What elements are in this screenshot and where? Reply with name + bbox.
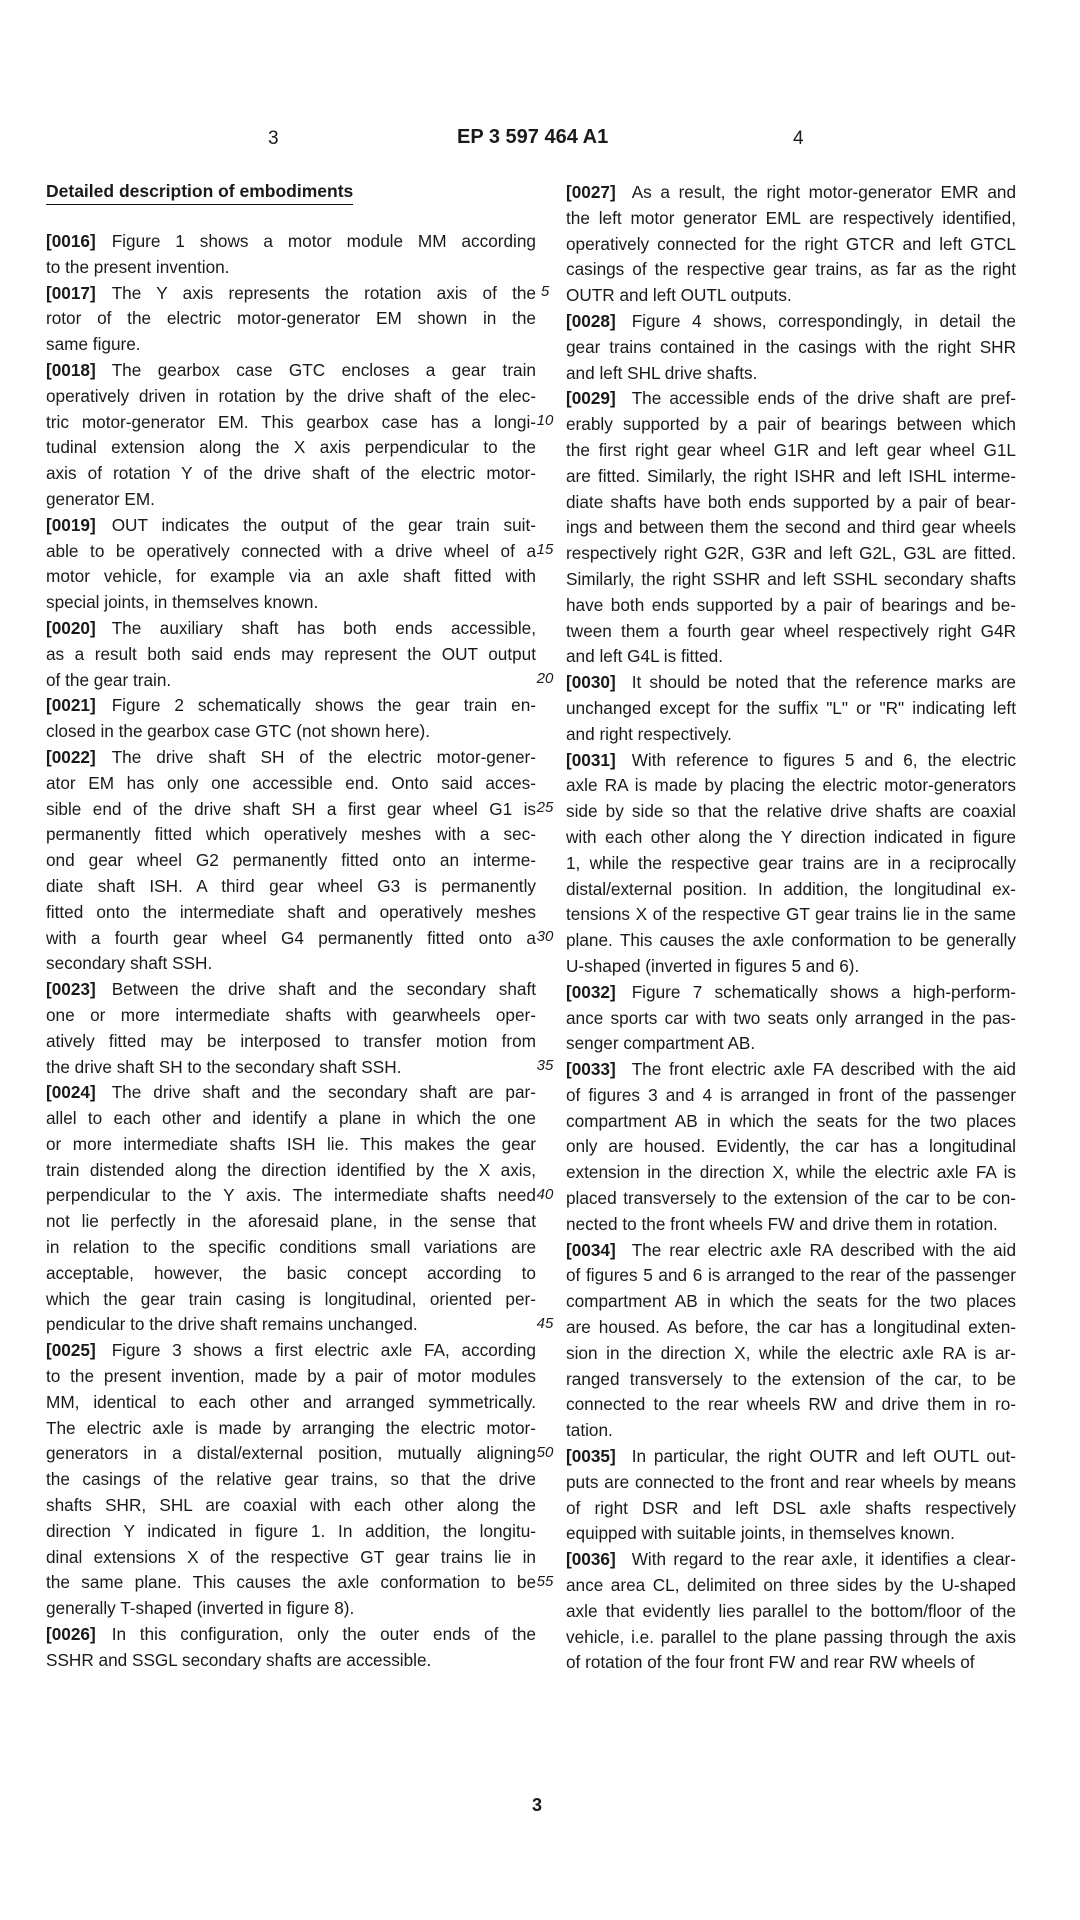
line-text: direction Y indicated in figure 1. In addition, the longitu- (46, 1520, 536, 1541)
line-text: Between the drive shaft and the secondary shaft (111, 979, 536, 1000)
line-text: Figure 7 schematically shows a high-perform- (631, 981, 1016, 1002)
line-text: With reference to figures 5 and 6, the electric (631, 749, 1016, 770)
paragraph-line (46, 1519, 536, 1545)
paragraph-number: [0019] (46, 514, 96, 535)
line-text: The gearbox case GTC encloses a gear train (111, 359, 536, 380)
paragraph-line (566, 1418, 1016, 1444)
paragraph-line (566, 773, 1016, 799)
line-text: or more intermediate shafts ISH lie. This makes the gear (46, 1133, 536, 1154)
line-text: the same plane. This causes the axle conformation to be (46, 1572, 536, 1593)
paragraph (46, 1338, 536, 1622)
line-text: The drive shaft SH of the electric motor-gener- (111, 746, 536, 767)
line-text: axis of rotation Y of the drive shaft of the electric motor- (46, 463, 536, 484)
paragraph-line (46, 1132, 536, 1158)
line-text: perpendicular to the Y axis. The intermediate shafts need (46, 1185, 536, 1206)
paragraph-line (566, 1496, 1016, 1522)
line-text: ance area CL, delimited on three sides by the U-shaped (566, 1575, 1016, 1596)
paragraph-line (46, 926, 536, 952)
paragraph-line (566, 980, 1016, 1006)
paragraph-number: [0027] (566, 182, 616, 202)
paragraph (566, 980, 1016, 1057)
paragraph (566, 309, 1016, 386)
paragraph-line (46, 1441, 536, 1467)
line-number: 35 (536, 1057, 554, 1075)
paragraph (46, 745, 536, 977)
line-text: motor vehicle, for example via an axle shaft fitted with (46, 566, 536, 587)
line-text: the first right gear wheel G1R and left gear wheel G1L (566, 439, 1016, 460)
paragraph-line (46, 1570, 536, 1596)
paragraph-line (46, 1080, 536, 1106)
line-text: which the gear train casing is longitudinal, oriented per- (46, 1288, 536, 1309)
line-text: and left G4L is fitted. (566, 646, 724, 667)
paragraph-line (566, 541, 1016, 567)
line-number: 10 (536, 412, 554, 430)
paragraph-line (566, 1057, 1016, 1083)
line-text: The electric axle is made by arranging the electric motor- (46, 1417, 536, 1438)
paragraph-number: [0018] (46, 359, 96, 380)
line-text: unchanged except for the suffix "L" or "R" indicating left (566, 697, 1016, 718)
line-text: of figures 3 and 4 is arranged in front of the passenger (566, 1084, 1016, 1105)
paragraph-line (566, 1444, 1016, 1470)
paragraph (46, 513, 536, 616)
paragraph-line (566, 1599, 1016, 1625)
page-number-right: 4 (793, 128, 804, 149)
line-text: erably supported by a pair of bearings between which (566, 414, 1016, 435)
paragraph-line (46, 384, 536, 410)
line-text: generally T-shaped (inverted in figure 8). (46, 1598, 355, 1619)
line-text: as a result both said ends may represent the OUT output (46, 643, 536, 664)
paragraph-line (566, 1650, 1016, 1676)
paragraph-line (566, 696, 1016, 722)
paragraph-number: [0033] (566, 1059, 616, 1080)
paragraph-number: [0030] (566, 672, 616, 693)
line-text: As a result, the right motor-generator EMR and (631, 182, 1016, 202)
line-text: Figure 4 shows, correspondingly, in detail the (631, 310, 1016, 331)
paragraph-line (46, 616, 536, 642)
line-text: tric motor-generator EM. This gearbox case has a longi- (46, 411, 536, 432)
paragraph-line (566, 1289, 1016, 1315)
paragraph-line (46, 797, 536, 823)
paragraph-line (46, 719, 536, 745)
paragraph-line (46, 1545, 536, 1571)
paragraph-line (566, 232, 1016, 258)
paragraph-line (46, 1029, 536, 1055)
line-text: U-shaped (inverted in figures 5 and 6). (566, 955, 860, 976)
line-text: ator EM has only one accessible end. Onto said acces- (46, 772, 536, 793)
paragraph-line (566, 515, 1016, 541)
line-text: closed in the gearbox case GTC (not shown here). (46, 721, 431, 742)
paragraph-line (566, 1031, 1016, 1057)
line-text: tation. (566, 1420, 613, 1441)
paragraph-line (46, 900, 536, 926)
paragraph-number: [0026] (46, 1624, 96, 1645)
paragraph-line (566, 1006, 1016, 1032)
paragraph (46, 693, 536, 745)
paragraph-number: [0034] (566, 1239, 616, 1260)
line-text: train distended along the direction identified by the X axis, (46, 1159, 536, 1180)
line-text: sible end of the drive shaft SH a first gear wheel G1 is (46, 798, 536, 819)
paragraph (566, 748, 1016, 980)
paragraph-line (566, 644, 1016, 670)
paragraph-number: [0020] (46, 617, 96, 638)
paragraph (46, 977, 536, 1080)
line-text: respectively right G2R, G3R and left G2L, G3L are fitted. (566, 543, 1016, 564)
paragraph-line (46, 1338, 536, 1364)
paragraph-line (566, 1392, 1016, 1418)
line-text: 1, while the respective gear trains are in a reciprocally (566, 852, 1016, 873)
line-number: 45 (536, 1315, 554, 1333)
line-text: side by side so that the relative drive shafts are coaxial (566, 801, 1016, 822)
line-text: the casings of the relative gear trains, so that the drive (46, 1469, 536, 1490)
line-text: gear trains contained in the casings with the right SHR (566, 336, 1016, 357)
line-text: ings and between them the second and third gear wheels (566, 517, 1016, 538)
line-text: fitted onto the intermediate shaft and operatively meshes (46, 901, 536, 922)
line-text: MM, identical to each other and arranged symmetrically. (46, 1391, 536, 1412)
line-text: vehicle, i.e. parallel to the plane passing through the axis (566, 1626, 1016, 1647)
paragraph-line (46, 461, 536, 487)
line-text: in relation to the specific conditions small variations are (46, 1237, 536, 1258)
line-text: In this configuration, only the outer ends of the (111, 1624, 536, 1645)
line-text: and left SHL drive shafts. (566, 362, 758, 383)
line-text: axle RA is made by placing the electric motor-generators (566, 775, 1016, 796)
paragraph-line (46, 693, 536, 719)
line-text: ond gear wheel G2 permanently fitted onto an interme- (46, 850, 536, 871)
line-text: secondary shaft SSH. (46, 953, 213, 974)
paragraph-line (46, 1648, 536, 1674)
line-text: ance sports car with two seats only arranged in the pas- (566, 1007, 1016, 1028)
paragraph (566, 1238, 1016, 1444)
paragraph-line (46, 1390, 536, 1416)
footer-page-number: 3 (532, 1795, 543, 1815)
line-text: the left motor generator EML are respectively identified, (566, 207, 1016, 228)
paragraph-number: [0024] (46, 1082, 96, 1103)
line-text: In particular, the right OUTR and left OUTL out- (631, 1446, 1016, 1467)
line-text: tensions X of the respective GT gear trains lie in the same (566, 904, 1016, 925)
paragraph-line (566, 619, 1016, 645)
line-text: plane. This causes the axle conformation to be generally (566, 930, 1016, 951)
line-text: placed transversely to the extension of the car to be con- (566, 1188, 1016, 1209)
paragraph (46, 229, 536, 281)
line-text: extension in the direction X, while the electric axle FA is (566, 1162, 1016, 1183)
line-text: OUT indicates the output of the gear train suit- (111, 514, 536, 535)
line-text: same figure. (46, 334, 141, 355)
paragraph-line (46, 1622, 536, 1648)
paragraph-line (566, 1186, 1016, 1212)
paragraph-line (46, 745, 536, 771)
paragraph-line (46, 281, 536, 307)
line-number: 30 (536, 928, 554, 946)
paragraph-line (566, 309, 1016, 335)
paragraph-line (46, 1287, 536, 1313)
paragraph-line (566, 1134, 1016, 1160)
paragraph-line (566, 593, 1016, 619)
line-text: compartment AB in which the seats for the two places (566, 1291, 1016, 1312)
line-text: The Y axis represents the rotation axis of the (111, 282, 536, 303)
paragraph-line (46, 1416, 536, 1442)
publication-number: EP 3 597 464 A1 (457, 126, 609, 148)
paragraph-line (46, 668, 536, 694)
line-text: of figures 5 and 6 is arranged to the rear of the passenger (566, 1265, 1016, 1286)
line-text: compartment AB in which the seats for the two places (566, 1110, 1016, 1131)
line-text: diate shaft ISH. A third gear wheel G3 is permanently (46, 875, 536, 896)
line-text: SSHR and SSGL secondary shafts are accessible. (46, 1649, 432, 1670)
paragraph-line (566, 1109, 1016, 1135)
line-text: rotor of the electric motor-generator EM shown in the (46, 308, 536, 329)
left-paragraphs (46, 229, 536, 1674)
paragraph-number: [0028] (566, 310, 616, 331)
paragraph-line (566, 386, 1016, 412)
paragraph-line (46, 1055, 536, 1081)
paragraph-line (46, 822, 536, 848)
paragraph-line (46, 513, 536, 539)
paragraph-line (46, 306, 536, 332)
line-text: operatively connected for the right GTCR and left GTCL (566, 233, 1016, 254)
line-number: 25 (536, 799, 554, 817)
paragraph-line (566, 1160, 1016, 1186)
line-text: senger compartment AB. (566, 1033, 756, 1054)
paragraph-line (566, 722, 1016, 748)
paragraph-line (46, 410, 536, 436)
paragraph-number: [0031] (566, 749, 616, 770)
paragraph-line (566, 799, 1016, 825)
paragraph-line (566, 1547, 1016, 1573)
paragraph-line (566, 1470, 1016, 1496)
page-number-left: 3 (268, 128, 279, 149)
line-text: of rotation of the four front FW and rear RW wheels of (566, 1652, 975, 1673)
paragraph-line (46, 435, 536, 461)
paragraph-line (46, 229, 536, 255)
paragraph-line (46, 1493, 536, 1519)
paragraph-line (46, 1106, 536, 1132)
line-text: only are housed. Evidently, the car has a longitudinal (566, 1136, 1016, 1157)
paragraph-number: [0036] (566, 1549, 616, 1570)
line-text: OUTR and left OUTL outputs. (566, 285, 792, 306)
paragraph-line (46, 1364, 536, 1390)
paragraph-line (566, 1341, 1016, 1367)
line-text: permanently fitted which operatively meshes with a sec- (46, 824, 536, 845)
paragraph-line (46, 642, 536, 668)
paragraph-line (566, 928, 1016, 954)
line-text: pendicular to the drive shaft remains unchanged. (46, 1314, 418, 1335)
paragraph-line (566, 1315, 1016, 1341)
line-text: Similarly, the right SSHR and left SSHL secondary shafts (566, 568, 1016, 589)
line-text: ranged transversely to the extension of the car, to be (566, 1368, 1016, 1389)
line-text: axle that evidently lies parallel to the bottom/floor of the (566, 1600, 1016, 1621)
line-number: 15 (536, 541, 554, 559)
line-text: puts are connected to the front and rear wheels by means (566, 1471, 1016, 1492)
line-text: are fitted. Similarly, the right ISHR and left ISHL interme- (566, 465, 1016, 486)
paragraph-line (566, 825, 1016, 851)
paragraph-line (566, 335, 1016, 361)
paragraph-line (46, 539, 536, 565)
paragraph (566, 386, 1016, 670)
line-text: The accessible ends of the drive shaft are pref- (631, 388, 1016, 409)
paragraph (566, 180, 1016, 309)
paragraph-number: [0025] (46, 1340, 96, 1361)
paragraph-line (46, 1312, 536, 1338)
paragraph-line (566, 257, 1016, 283)
line-text: of the gear train. (46, 669, 172, 690)
paragraph-line (46, 332, 536, 358)
line-text: not lie perfectly in the aforesaid plane, in the sense that (46, 1211, 536, 1232)
paragraph-line (46, 487, 536, 513)
line-text: atively fitted may be interposed to transfer motion from (46, 1030, 536, 1051)
line-number: 40 (536, 1186, 554, 1204)
left-column (46, 178, 536, 1674)
line-text: the drive shaft SH to the secondary shaft SSH. (46, 1056, 402, 1077)
line-text: special joints, in themselves known. (46, 592, 319, 613)
paragraph-line (46, 848, 536, 874)
paragraph-line (46, 1261, 536, 1287)
line-text: With regard to the rear axle, it identifies a clear- (631, 1549, 1016, 1570)
paragraph-line (46, 1467, 536, 1493)
paragraph-line (566, 1263, 1016, 1289)
paragraph (566, 1057, 1016, 1238)
line-text: generator EM. (46, 488, 155, 509)
line-text: tudinal extension along the X axis perpendicular to the (46, 437, 536, 458)
paragraph-line (46, 771, 536, 797)
paragraph (566, 1444, 1016, 1547)
paragraph-line (46, 1158, 536, 1184)
line-text: Figure 3 shows a first electric axle FA, according (111, 1340, 536, 1361)
paragraph-line (566, 1573, 1016, 1599)
line-text: are housed. As before, the car has a longitudinal exten- (566, 1317, 1016, 1338)
paragraph (46, 616, 536, 693)
paragraph-line (566, 670, 1016, 696)
line-text: one or more intermediate shafts with gearwheels oper- (46, 1004, 536, 1025)
line-number: 55 (536, 1573, 554, 1591)
line-text: diate shafts have both ends supported by a pair of bear- (566, 491, 1016, 512)
paragraph-line (566, 464, 1016, 490)
line-text: Figure 1 shows a motor module MM according (111, 231, 536, 251)
paragraph-line (46, 255, 536, 281)
paragraph-line (566, 567, 1016, 593)
paragraph-line (46, 1209, 536, 1235)
paragraph-line (566, 748, 1016, 774)
paragraph-number: [0029] (566, 388, 616, 409)
paragraph-line (566, 1521, 1016, 1547)
paragraph-number: [0017] (46, 282, 96, 303)
paragraph (46, 358, 536, 513)
paragraph-line (46, 1003, 536, 1029)
paragraph-line (46, 564, 536, 590)
paragraph-number: [0035] (566, 1446, 616, 1467)
line-text: It should be noted that the reference marks are (631, 672, 1016, 693)
line-text: and right respectively. (566, 723, 732, 744)
line-text: to the present invention. (46, 256, 230, 277)
right-column (566, 180, 1016, 1676)
paragraph-line (566, 180, 1016, 206)
paragraph (566, 1547, 1016, 1676)
paragraph-line (46, 1596, 536, 1622)
line-text: to the present invention, made by a pair of motor modules (46, 1366, 536, 1387)
paragraph (566, 670, 1016, 747)
paragraph-line (46, 590, 536, 616)
paragraph-line (566, 206, 1016, 232)
line-text: sion in the direction X, while the electric axle RA is ar- (566, 1342, 1016, 1363)
line-text: of right DSR and left DSL axle shafts respectively (566, 1497, 1016, 1518)
paragraph-line (46, 874, 536, 900)
line-text: casings of the respective gear trains, as far as the right (566, 259, 1016, 280)
paragraph-number: [0016] (46, 231, 96, 251)
line-text: distal/external position. In addition, the longitudinal ex- (566, 878, 1016, 899)
paragraph-number: [0032] (566, 981, 616, 1002)
paragraph-line (566, 1625, 1016, 1651)
line-text: dinal extensions X of the respective GT gear trains lie in (46, 1546, 536, 1567)
line-text: equipped with suitable joints, in themselves known. (566, 1523, 955, 1544)
paragraph-number: [0022] (46, 746, 96, 767)
paragraph-number: [0023] (46, 979, 96, 1000)
line-text: able to be operatively connected with a drive wheel of a (46, 540, 536, 561)
paragraph-line (566, 1083, 1016, 1109)
paragraph-line (566, 361, 1016, 387)
paragraph-line (46, 977, 536, 1003)
paragraph (46, 281, 536, 358)
paragraph-line (566, 877, 1016, 903)
line-text: shafts SHR, SHL are coaxial with each other along the (46, 1495, 536, 1516)
line-text: nected to the front wheels FW and drive them in rotation. (566, 1213, 998, 1234)
line-text: operatively driven in rotation by the drive shaft of the elec- (46, 385, 536, 406)
paragraph-line (46, 951, 536, 977)
line-text: with a fourth gear wheel G4 permanently fitted onto a (46, 927, 536, 948)
line-text: allel to each other and identify a plane in which the one (46, 1108, 536, 1129)
line-text: Figure 2 schematically shows the gear train en- (111, 695, 536, 716)
paragraph-line (566, 954, 1016, 980)
paragraph-line (46, 358, 536, 384)
line-text: have both ends supported by a pair of bearings and be- (566, 594, 1016, 615)
paragraph-line (566, 1367, 1016, 1393)
paragraph-line (566, 1238, 1016, 1264)
line-text: The rear electric axle RA described with the aid (631, 1239, 1016, 1260)
paragraph-line (566, 438, 1016, 464)
paragraph-line (566, 851, 1016, 877)
paragraph-number: [0021] (46, 695, 96, 716)
paragraph-line (566, 490, 1016, 516)
line-text: tween them a fourth gear wheel respectively right G4R (566, 620, 1016, 641)
line-text: The drive shaft and the secondary shaft are par- (111, 1082, 536, 1103)
line-number: 50 (536, 1444, 554, 1462)
paragraph-line (566, 412, 1016, 438)
paragraph-line (566, 902, 1016, 928)
paragraph-line (566, 1212, 1016, 1238)
line-number: 20 (536, 670, 554, 688)
line-text: with each other along the Y direction indicated in figure (566, 826, 1016, 847)
line-text: generators in a distal/external position, mutually aligning (46, 1443, 536, 1464)
paragraph (46, 1080, 536, 1338)
paragraph (46, 1622, 536, 1674)
paragraph-line (46, 1235, 536, 1261)
right-paragraphs (566, 180, 1016, 1676)
line-text: connected to the rear wheels RW and drive them in ro- (566, 1394, 1016, 1415)
line-number: 5 (540, 283, 550, 301)
section-title: Detailed description of embodiments (46, 178, 353, 205)
line-text: The auxiliary shaft has both ends accessible, (111, 617, 536, 638)
paragraph-line (46, 1183, 536, 1209)
paragraph-line (566, 283, 1016, 309)
line-text: The front electric axle FA described with the aid (631, 1059, 1016, 1080)
line-text: acceptable, however, the basic concept according to (46, 1262, 536, 1283)
